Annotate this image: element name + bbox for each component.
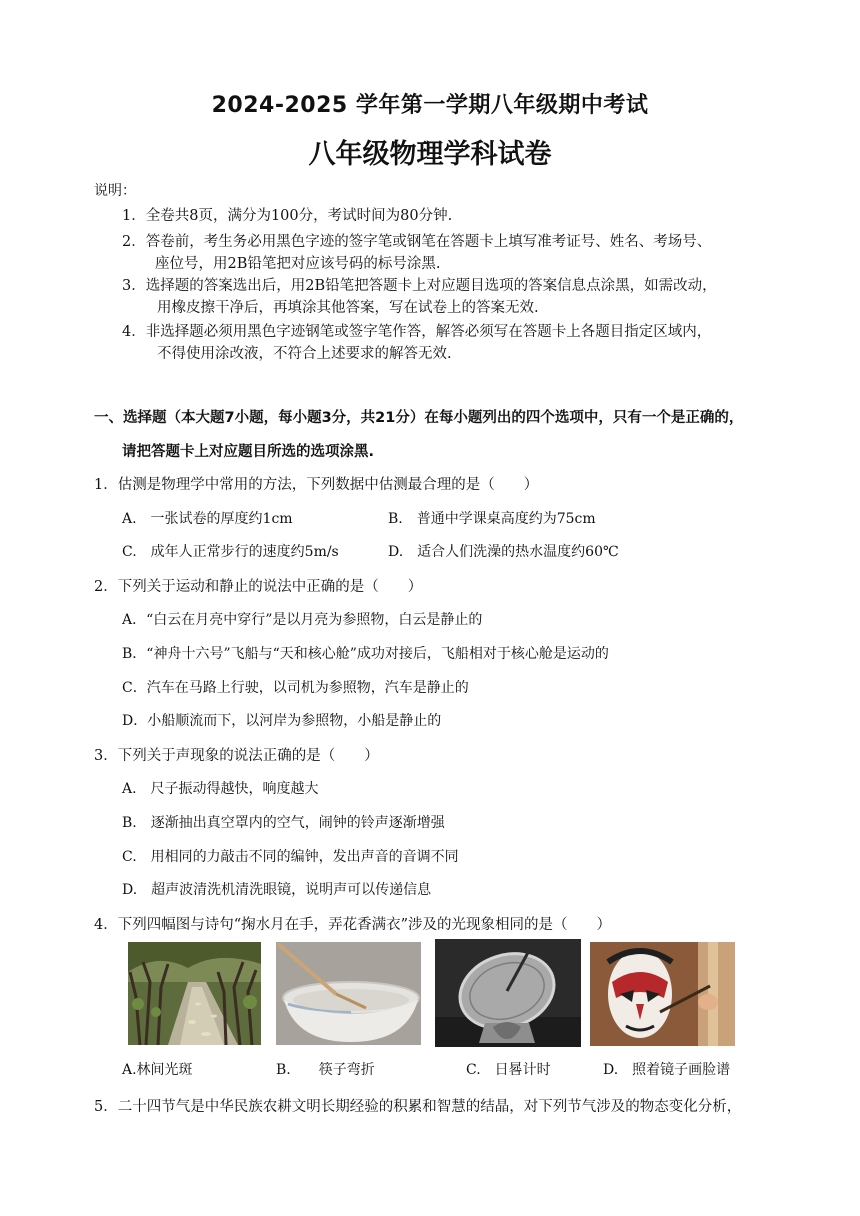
question-1-option-a: A. 一张试卷的厚度约1cm <box>122 511 293 527</box>
instruction-3-continued: 用橡皮擦干净后，再填涂其他答案，写在试卷上的答案无效. <box>157 300 539 316</box>
instruction-2-continued: 座位号，用2B铅笔把对应该号码的标号涂黑. <box>155 256 441 272</box>
question-4-stem: 4．下列四幅图与诗句“掬水月在手，弄花香满衣”涉及的光现象相同的是（ ） <box>94 917 612 933</box>
instruction-2: 2．答卷前，考生务必用黑色字迹的签字笔或钢笔在答题卡上填写准考证号、姓名、考场号、 <box>122 234 712 250</box>
section-heading-continued: 请把答题卡上对应题目所选的选项涂黑. <box>122 444 375 460</box>
question-3-option-d: D. 超声波清洗机清洗眼镜，说明声可以传递信息 <box>122 882 432 898</box>
question-2-option-d: D．小船顺流而下，以河岸为参照物，小船是静止的 <box>122 713 442 729</box>
question-2-stem: 2．下列关于运动和静止的说法中正确的是（ ） <box>94 579 423 595</box>
question-1-option-c: C. 成年人正常步行的速度约5m/s <box>122 544 339 560</box>
question-2-option-a: A．“白云在月亮中穿行”是以月亮为参照物，白云是静止的 <box>122 612 483 628</box>
instructions-label: 说明： <box>94 183 136 199</box>
question-1-option-d: D. 适合人们洗澡的热水温度约60℃ <box>388 544 619 560</box>
question-3-option-a: A. 尺子振动得越快，响度越大 <box>122 781 319 797</box>
question-2-option-b: B．“神舟十六号”飞船与“天和核心舱”成功对接后，飞船相对于核心舱是运动的 <box>122 646 609 662</box>
question-4-caption-a: A.林间光斑 <box>122 1062 193 1078</box>
question-5-stem: 5．二十四节气是中华民族农耕文明长期经验的积累和智慧的结晶，对下列节气涉及的物态变化分析， <box>94 1099 742 1115</box>
question-2-option-c: C．汽车在马路上行驶，以司机为参照物，汽车是静止的 <box>122 680 469 696</box>
question-1-option-b: B. 普通中学课桌高度约为75cm <box>388 511 596 527</box>
instruction-1: 1．全卷共8页，满分为100分，考试时间为80分钟. <box>122 208 453 224</box>
instruction-3: 3．选择题的答案选出后，用2B铅笔把答题卡上对应题目选项的答案信息点涂黑，如需改动， <box>122 278 717 294</box>
exam-title: 2024-2025 学年第一学期八年级期中考试 <box>211 93 649 118</box>
question-3-stem: 3．下列关于声现象的说法正确的是（ ） <box>94 748 379 764</box>
instruction-4-continued: 不得使用涂改液，不符合上述要求的解答无效. <box>157 346 452 362</box>
question-1-stem: 1．估测是物理学中常用的方法，下列数据中估测最合理的是（ ） <box>94 477 539 493</box>
sundial-image <box>435 939 581 1047</box>
paper-title: 八年级物理学科试卷 <box>308 139 552 170</box>
question-3-option-b: B. 逐渐抽出真空罩内的空气，闹钟的铃声逐渐增强 <box>122 815 445 831</box>
question-3-option-c: C. 用相同的力敲击不同的编钟，发出声音的音调不同 <box>122 849 459 865</box>
question-4-caption-b: B. 筷子弯折 <box>276 1062 375 1078</box>
opera-mask-mirror-image <box>590 942 735 1046</box>
question-4-caption-c: C. 日晷计时 <box>466 1062 551 1078</box>
forest-light-spots-image <box>128 942 261 1045</box>
chopstick-bowl-image <box>276 942 421 1045</box>
section-heading: 一、选择题（本大题7小题，每小题3分，共21分）在每小题列出的四个选项中，只有一个是正确的， <box>94 410 744 426</box>
instruction-4: 4．非选择题必须用黑色字迹钢笔或签字笔作答，解答必须写在答题卡上各题目指定区域内， <box>122 324 712 340</box>
question-4-caption-d: D. 照着镜子画脸谱 <box>603 1062 731 1078</box>
